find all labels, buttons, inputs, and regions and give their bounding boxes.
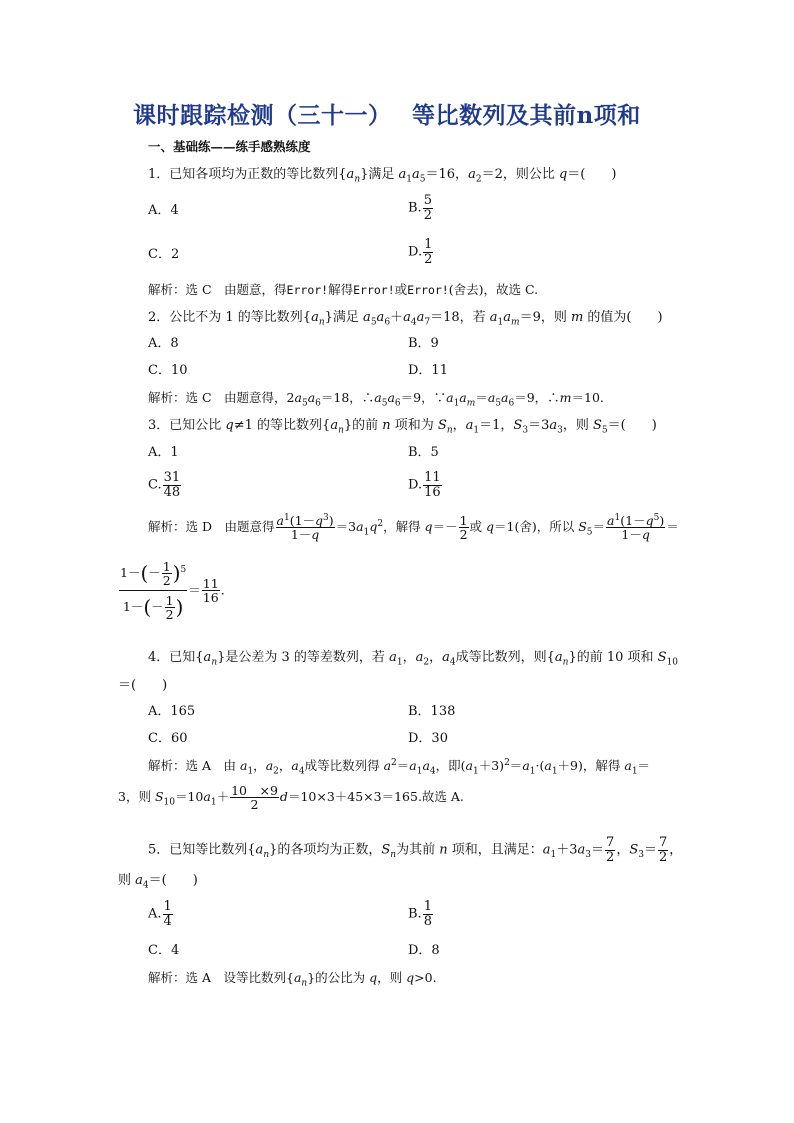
question-3-option-b: B．5 [408, 445, 439, 460]
question-1-stem: 1．已知各项均为正数的等比数列$\{a_n\}$满足 $a_1a_5=16$，$a_2=2$，则公比 q＝( ) [148, 167, 617, 185]
question-1-solution: 解析：选 C 由题意，得Error!解得Error!或Error!(舍去)，故选 C. [148, 282, 539, 297]
question-3-option-c: C. $\frac{31}{48}$ [148, 470, 181, 500]
question-5-solution: 解析：选 A 设等比数列$\{a_n\}$的公比为 q，则 q>0. [148, 970, 437, 989]
question-3-solution-line-1: 解析：选 D 由题意得 $\frac{a^1(1-q^3)}{1-q}$ $=3a_1q^2$，解得 q＝－ $\frac{1}{2}$ 或 q＝1(舍)，所以 $S_5=$ $\frac{a^1(1-q^5)}{1-q}$ ＝ [148, 512, 679, 543]
question-2-option-c: C．10 [148, 363, 188, 378]
question-1-option-d: D. $\frac{1}{2}$ [408, 237, 433, 267]
question-1-option-b: B. $\frac{5}{2}$ [408, 193, 432, 223]
question-4-solution-line-1: 解析：选 A 由 $a_1$，$a_2$，$a_4$成等比数列得 $a^2=a_1a_4$，即$(a_1+3)^2=a_1\cdot(a_1+9)$，解得 $a_1=$ [148, 757, 651, 777]
section-heading: 一、基础练——练手感熟练度 [148, 139, 311, 154]
question-4-stem-line-2: ＝( ) [118, 678, 168, 693]
question-4-option-a: A．165 [148, 704, 196, 719]
question-5-stem-line-2: 则 $a_4=$( ) [118, 873, 198, 891]
question-2-stem: 2．公比不为 1 的等比数列$\{a_n\}$满足 $a_5a_6+a_4a_7=18$，若 $a_1a_m=9$，则 m 的值为( ) [148, 310, 663, 328]
question-4-option-c: C．60 [148, 731, 188, 746]
question-3-solution-line-2: 1－(－ $\frac{1}{2}$ )$^5$ 1－(－ $\frac{1}{2}$ ) ＝ $\frac{11}{16}$ . [120, 559, 225, 623]
question-5-stem-line-1: 5．已知等比数列$\{a_n\}$的各项均为正数，$S_n$为其前 n 项和，且满足：$a_1+3a_3=$ $\frac{7}{2}$ ，$S_3=$ $\frac{7}{2}$ ， [148, 835, 683, 865]
question-5-option-c: C．4 [148, 943, 180, 958]
question-3-stem: 3．已知公比 q≠1 的等比数列$\{a_n\}$的前 n 项和为 $S_n$，$a_1=1$，$S_3=3a_3$，则 $S_5=$( ) [148, 418, 657, 436]
page-title: 课时跟踪检测（三十一） 等比数列及其前n项和 [133, 102, 641, 129]
question-4-option-b: B．138 [408, 704, 456, 719]
question-5-option-a: A. $\frac{1}{4}$ [148, 899, 172, 929]
question-2-option-d: D．11 [408, 363, 448, 378]
question-1-option-c: C．2 [148, 247, 180, 262]
question-2-solution: 解析：选 C 由题意得，$2a_5a_6=18$，$\therefore a_5a_6=9$，$\because a_1a_m=a_5a_6=9$，∴m＝10. [148, 390, 604, 409]
question-3-option-d: D. $\frac{11}{16}$ [408, 470, 441, 500]
question-1-option-a: A．4 [148, 203, 179, 218]
question-4-solution-line-2: 3，则 $S_{10}=10a_1+$ $\frac{10 \times 9}{2}$ d＝10×3＋45×3＝165.故选 A. [118, 783, 464, 813]
question-2-option-b: B．9 [408, 336, 439, 351]
question-5-option-d: D．8 [408, 943, 440, 958]
question-2-option-a: A．8 [148, 336, 179, 351]
question-4-stem-line-1: 4．已知$\{a_n\}$是公差为 3 的等差数列，若 $a_1$，$a_2$，$a_4$成等比数列，则$\{a_n\}$的前 10 项和 $S_{10}$ [148, 650, 679, 668]
question-5-option-b: B. $\frac{1}{8}$ [408, 899, 432, 929]
question-4-option-d: D．30 [408, 731, 448, 746]
question-3-option-a: A．1 [148, 445, 179, 460]
